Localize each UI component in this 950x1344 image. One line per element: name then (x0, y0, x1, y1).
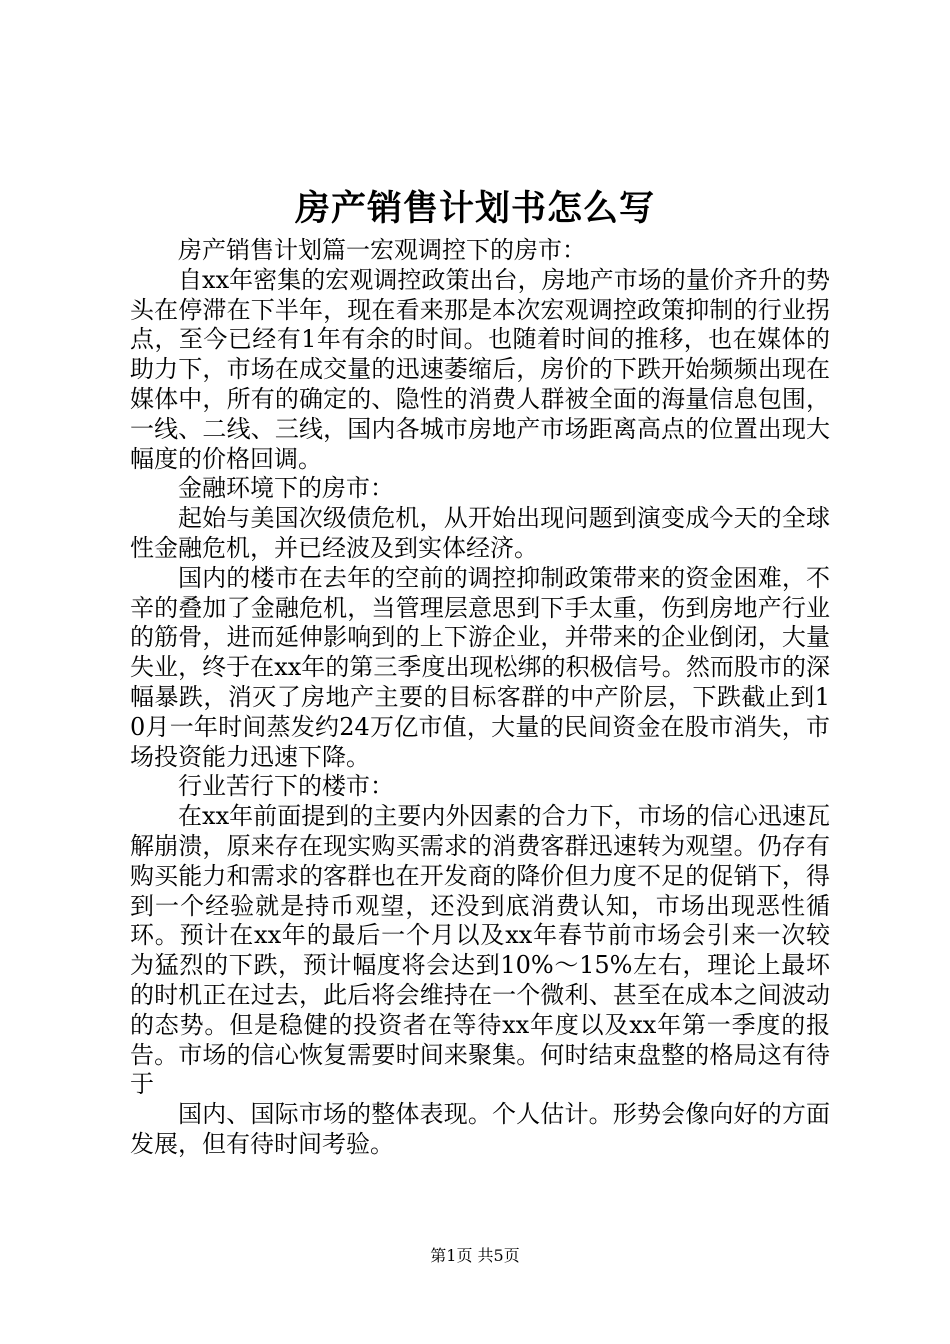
section-heading-macro-control: 房产销售计划篇一宏观调控下的房市： (178, 236, 586, 264)
document-title: 房产销售计划书怎么写 (294, 188, 655, 229)
body-paragraph: 自xx年密集的宏观调控政策出台，房地产市场的量价齐升的势头在停滞在下半年，现在看来那是本次宏观调控政策抑制的行业拐点，至今已经有1年有余的时间。也随着时间的推移，也在媒体的助力下，市场在成交量的迅速萎缩后，房价的下跌开始频频出现在媒体中，所有的确定的、隐性的消费人群被全面的海量信息包围，一线、二线、三线，国内各城市房地产市场距离高点的位置出现大幅度的价格回调。 (130, 265, 830, 473)
body-paragraph: 在xx年前面提到的主要内外因素的合力下，市场的信心迅速瓦解崩溃，原来存在现实购买需求的消费客群迅速转为观望。仍存有购买能力和需求的客群也在开发商的降价但力度不足的促销下，得到一个经验就是持币观望，还没到底消费认知，市场出现恶性循环。预计在xx年的最后一个月以及xx年春节前市场会引来一次较为猛烈的下跌，预计幅度将会达到10%～15%左右，理论上最坏的时机正在过去，此后将会维持在一个微利、甚至在成本之间波动的态势。但是稳健的投资者在等待xx年度以及xx年第一季度的报告。市场的信心恢复需要时间来聚集。何时结束盘整的格局这有待于 (130, 802, 830, 1099)
section-heading-industry-hardship: 行业苦行下的楼市： (178, 772, 394, 801)
section-heading-financial-environment: 金融环境下的房市： (178, 474, 394, 503)
body-paragraph: 国内的楼市在去年的空前的调控抑制政策带来的资金困难，不辛的叠加了金融危机，当管理层意思到下手太重，伤到房地产行业的筋骨，进而延伸影响到的上下游企业，并带来的企业倒闭，大量失业，终于在xx年的第三季度出现松绑的积极信号。然而股市的深幅暴跌，消灭了房地产主要的目标客群的中产阶层，下跌截止到10月一年时间蒸发约24万亿市值，大量的民间资金在股市消失，市场投资能力迅速下降。 (130, 563, 830, 771)
page-number-footer: 第1页 共5页 (430, 1246, 520, 1265)
body-paragraph: 国内、国际市场的整体表现。个人估计。形势会像向好的方面发展，但有待时间考验。 (130, 1100, 830, 1158)
document-body (130, 236, 830, 1160)
body-paragraph: 起始与美国次级债危机，从开始出现问题到演变成今天的全球性金融危机，并已经波及到实体经济。 (130, 504, 830, 562)
